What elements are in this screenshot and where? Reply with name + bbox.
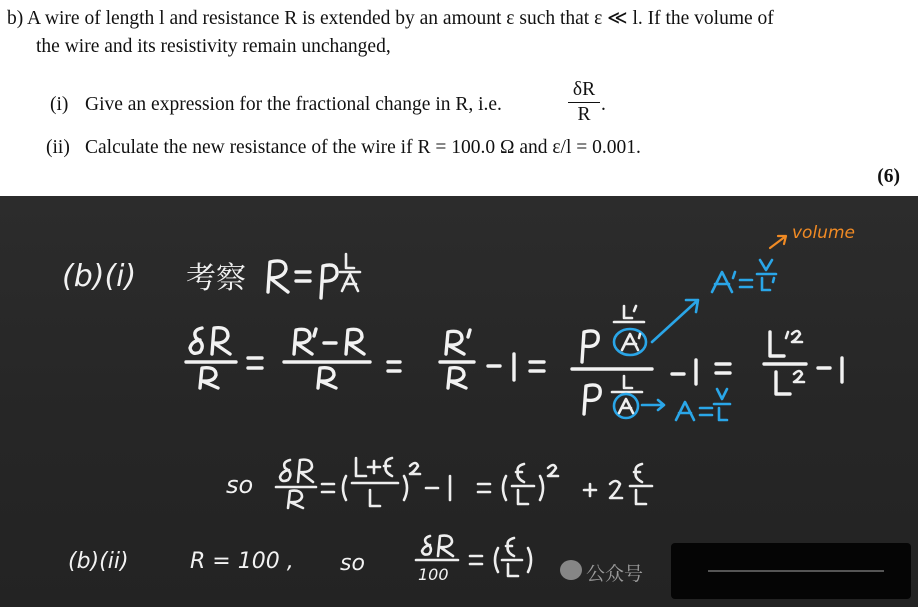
part-ii-text: Calculate the new resistance of the wire if R = 100.0 Ω and ε/l = 0.001. <box>85 137 641 158</box>
a-arrow <box>642 400 664 410</box>
eq-2 <box>388 362 400 371</box>
rho-glyph <box>321 265 337 298</box>
r-prime-glyph <box>294 329 312 354</box>
a-glyph-blue <box>676 402 694 420</box>
line3-group <box>0 196 531 584</box>
epsilon-2 <box>516 464 524 482</box>
step2-prefix: so <box>226 471 254 499</box>
l-glyph-blue <box>719 408 727 420</box>
delta-glyph <box>190 328 202 353</box>
prime-1 <box>314 329 316 336</box>
line1-label: (b)(i) <box>62 259 137 294</box>
line3-r: R = 100 , <box>190 549 294 574</box>
step1-group <box>0 196 842 418</box>
a-prime-equals <box>740 280 752 287</box>
eq-6 <box>478 484 490 492</box>
marks-label: (6) <box>877 166 900 187</box>
a-equals <box>700 408 712 415</box>
prime-mark <box>733 272 735 278</box>
line1-group <box>62 254 360 298</box>
r-num-glyph-5 <box>438 536 453 556</box>
eq-1 <box>248 358 262 368</box>
l-prime-glyph <box>762 278 774 290</box>
question-line-2: the wire and its resistivity remain unchanged, <box>36 36 391 57</box>
l-glyph <box>346 254 354 268</box>
a-small <box>619 399 633 413</box>
prime-2 <box>468 330 470 337</box>
sq-mark <box>794 371 804 382</box>
step2-group <box>0 196 652 508</box>
line3-label: (b)(ii) <box>68 549 129 574</box>
delta-glyph-3 <box>422 536 431 555</box>
a-prime-arrow <box>652 300 698 342</box>
part-i-text: Give an expression for the fractional change in R, i.e. <box>85 94 502 115</box>
open-paren-2 <box>503 476 506 500</box>
r-prime-glyph-2 <box>446 331 464 354</box>
question-line-1: b) A wire of length l and resistance R is extended by an amount ε such that ε ≪ l. If the volume of <box>7 8 774 29</box>
r-den-glyph-2 <box>318 368 336 388</box>
plus-1 <box>584 484 596 496</box>
part-i-period: . <box>601 94 606 115</box>
v-glyph <box>760 260 772 270</box>
watermark <box>560 556 670 586</box>
wechat-icon <box>560 560 582 580</box>
l-small <box>624 376 632 388</box>
l-den-4 <box>508 564 518 576</box>
rho-den <box>584 385 600 414</box>
line3-so: so <box>340 551 365 576</box>
open-paren-3 <box>495 548 498 572</box>
hundred-den: 100 <box>418 565 449 584</box>
delta-glyph-2 <box>280 460 290 481</box>
part-i-label: (i) <box>50 94 69 115</box>
close-paren-1 <box>404 476 407 500</box>
eq-5 <box>322 484 334 492</box>
watermark-text: 公众号 <box>586 563 644 585</box>
l-sq <box>776 372 790 394</box>
eq-7 <box>470 556 482 564</box>
equals-glyph <box>296 272 310 281</box>
l-den-2 <box>518 490 528 504</box>
question-panel <box>0 0 918 196</box>
fraction-delta-r-over-r <box>568 79 600 126</box>
l-prime-sq <box>770 332 784 356</box>
two-1 <box>610 481 622 498</box>
a-glyph <box>342 274 358 291</box>
epsilon-1 <box>384 458 392 476</box>
l-den-1 <box>370 490 380 506</box>
square-1 <box>410 463 420 474</box>
close-paren-2 <box>540 476 543 500</box>
l-plus <box>356 458 380 476</box>
fraction-numerator: δR <box>568 79 600 103</box>
r-num-glyph-4 <box>298 460 313 482</box>
eq-3 <box>530 362 544 371</box>
a-circle <box>614 394 638 418</box>
close-paren-3 <box>528 548 531 572</box>
epsilon-3 <box>634 464 642 482</box>
volume-arrow <box>770 236 786 248</box>
a-prime-glyph <box>712 272 732 292</box>
open-paren-1 <box>343 476 346 500</box>
a-prime-small <box>622 334 640 350</box>
redaction-line <box>708 570 884 572</box>
epsilon-4 <box>506 538 514 556</box>
r-glyph <box>268 261 288 292</box>
r-den-glyph-3 <box>448 368 466 388</box>
eq-4 <box>716 364 730 373</box>
line1-chinese: 考察 <box>186 261 246 296</box>
fraction-denominator: R <box>577 104 591 125</box>
r-num-glyph <box>212 328 230 354</box>
annotations-group <box>642 223 855 437</box>
square-2 <box>548 465 558 476</box>
volume-note: volume <box>792 223 855 243</box>
v-glyph-2 <box>717 389 727 399</box>
rho-num <box>582 331 598 362</box>
prime-sq-mark <box>786 331 802 342</box>
r-den-glyph <box>200 368 218 388</box>
l-den-3 <box>636 490 646 504</box>
r-glyph-2 <box>346 329 364 354</box>
l-prime-small <box>624 306 636 318</box>
r-den-glyph-4 <box>288 491 303 508</box>
part-ii-label: (ii) <box>46 137 70 158</box>
